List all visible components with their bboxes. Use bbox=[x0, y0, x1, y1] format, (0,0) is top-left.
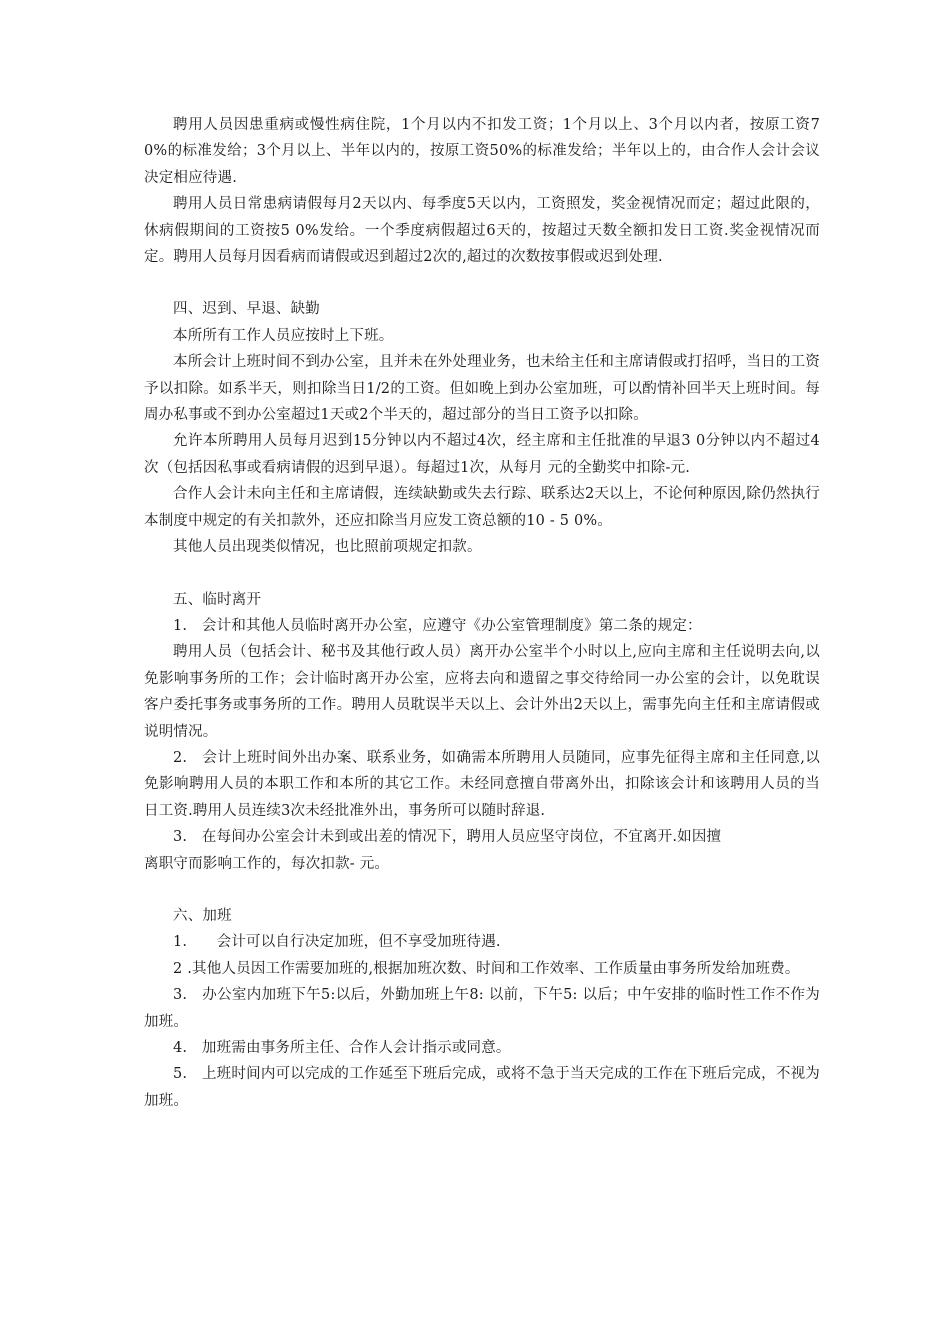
paragraph-absence: 本所会计上班时间不到办公室，且并未在外处理业务，也未给主任和主席请假或打招呼，当日的工资予以扣除。如系半天，则扣除当日1/2的工资。但如晚上到办公室加班，可以酌情补回半天上班时间。每周办私事或不到办公室超过1天或2个半天的，超过部分的当日工资予以扣除。 bbox=[144, 354, 820, 424]
paragraph-on-time: 本所所有工作人员应按时上下班。 bbox=[173, 327, 394, 344]
paragraph-overtime-item-5: 5. 上班时间内可以完成的工作延至下班后完成，或将不急于当天完成的工作在下班后完成，不视为加班。 bbox=[144, 1066, 820, 1109]
section-gap bbox=[144, 877, 820, 903]
paragraph-leave-item-3: 3. 在每间办公室会计未到或出差的情况下，聘用人员应坚守岗位，不宜离开.如因擅 bbox=[173, 829, 722, 846]
paragraph-overtime-item-3: 3. 办公室内加班下午5:以后，外勤加班上午8: 以前，下午5: 以后；中午安排的临时性工作不作为加班。 bbox=[144, 987, 820, 1030]
paragraph-overtime-item-4: 4. 加班需由事务所主任、合作人会计指示或同意。 bbox=[173, 1040, 511, 1056]
paragraph-staff-leave: 聘用人员（包括会计、秘书及其他行政人员）离开办公室半个小时以上,应向主席和主任说明去向,以免影响事务所的工作；会计临时离开办公室，应将去向和遗留之事交待给同一办公室的会计，以免耽误客户委托事务或事务所的工作。聘用人员耽误半天以上、会计外出2天以上，需事先向主任和主席请假或说明情况。 bbox=[144, 644, 820, 740]
paragraph-overtime-item-1: 1. 会计可以自行决定加班，但不享受加班待遇. bbox=[173, 934, 501, 951]
paragraph-others: 其他人员出现类似情况，也比照前项规定扣款。 bbox=[173, 539, 482, 556]
document-page bbox=[144, 112, 820, 1114]
section-heading-6: 六、加班 bbox=[173, 907, 232, 924]
paragraph-leave-item-3-cont: 离职守而影响工作的，每次扣款- 元。 bbox=[144, 855, 390, 872]
section-heading-4: 四、迟到、早退、缺勤 bbox=[173, 301, 320, 318]
paragraph-late-limit: 允许本所聘用人员每月迟到15分钟以内不超过4次，经主席和主任批准的早退3 0分钟以内不超过4次（包括因私事或看病请假的迟到早退）。每超过1次，从每月 元的全勤奖中扣除-元. bbox=[144, 433, 820, 476]
paragraph-partner-absence: 合作人会计未向主任和主席请假，连续缺勤或失去行踪、联系达2天以上，不论何种原因,除仍然执行本制度中规定的有关扣款外，还应扣除当月应发工资总额的10 - 5 0%。 bbox=[144, 486, 820, 529]
paragraph-leave-item-1: 1. 会计和其他人员临时离开办公室，应遵守《办公室管理制度》第二条的规定： bbox=[173, 617, 702, 634]
paragraph-sick-leave: 聘用人员日常患病请假每月2天以内、每季度5天以内，工资照发，奖金视情况而定；超过此限的，休病假期间的工资按5 0%发给。一个季度病假超过6天的，按超过天数全额扣发日工资.奖金视情况而定。聘用人员每月因看病而请假或迟到超过2次的,超过的次数按事假或迟到处理. bbox=[144, 196, 820, 266]
section-heading-5: 五、临时离开 bbox=[173, 591, 262, 608]
section-gap bbox=[144, 270, 820, 296]
section-gap bbox=[144, 561, 820, 587]
paragraph-illness-leave: 聘用人员因患重病或慢性病住院，1个月以内不扣发工资；1个月以上、3个月以内者，按原工资7 0%的标准发给；3个月以上、半年以内的，按原工资50%的标准发给；半年以上的，由合作人会计会议决定相应待遇. bbox=[144, 117, 820, 186]
paragraph-overtime-item-2: 2 .其他人员因工作需要加班的,根据加班次数、时间和工作效率、工作质量由事务所发给加班费。 bbox=[173, 960, 800, 977]
paragraph-leave-item-2: 2. 会计上班时间外出办案、联系业务，如确需本所聘用人员随同，应事先征得主席和主任同意,以免影响聘用人员的本职工作和本所的其它工作。未经同意擅自带离外出，扣除该会计和该聘用人员的当日工资.聘用人员连续3次未经批准外出，事务所可以随时辞退. bbox=[144, 749, 820, 819]
